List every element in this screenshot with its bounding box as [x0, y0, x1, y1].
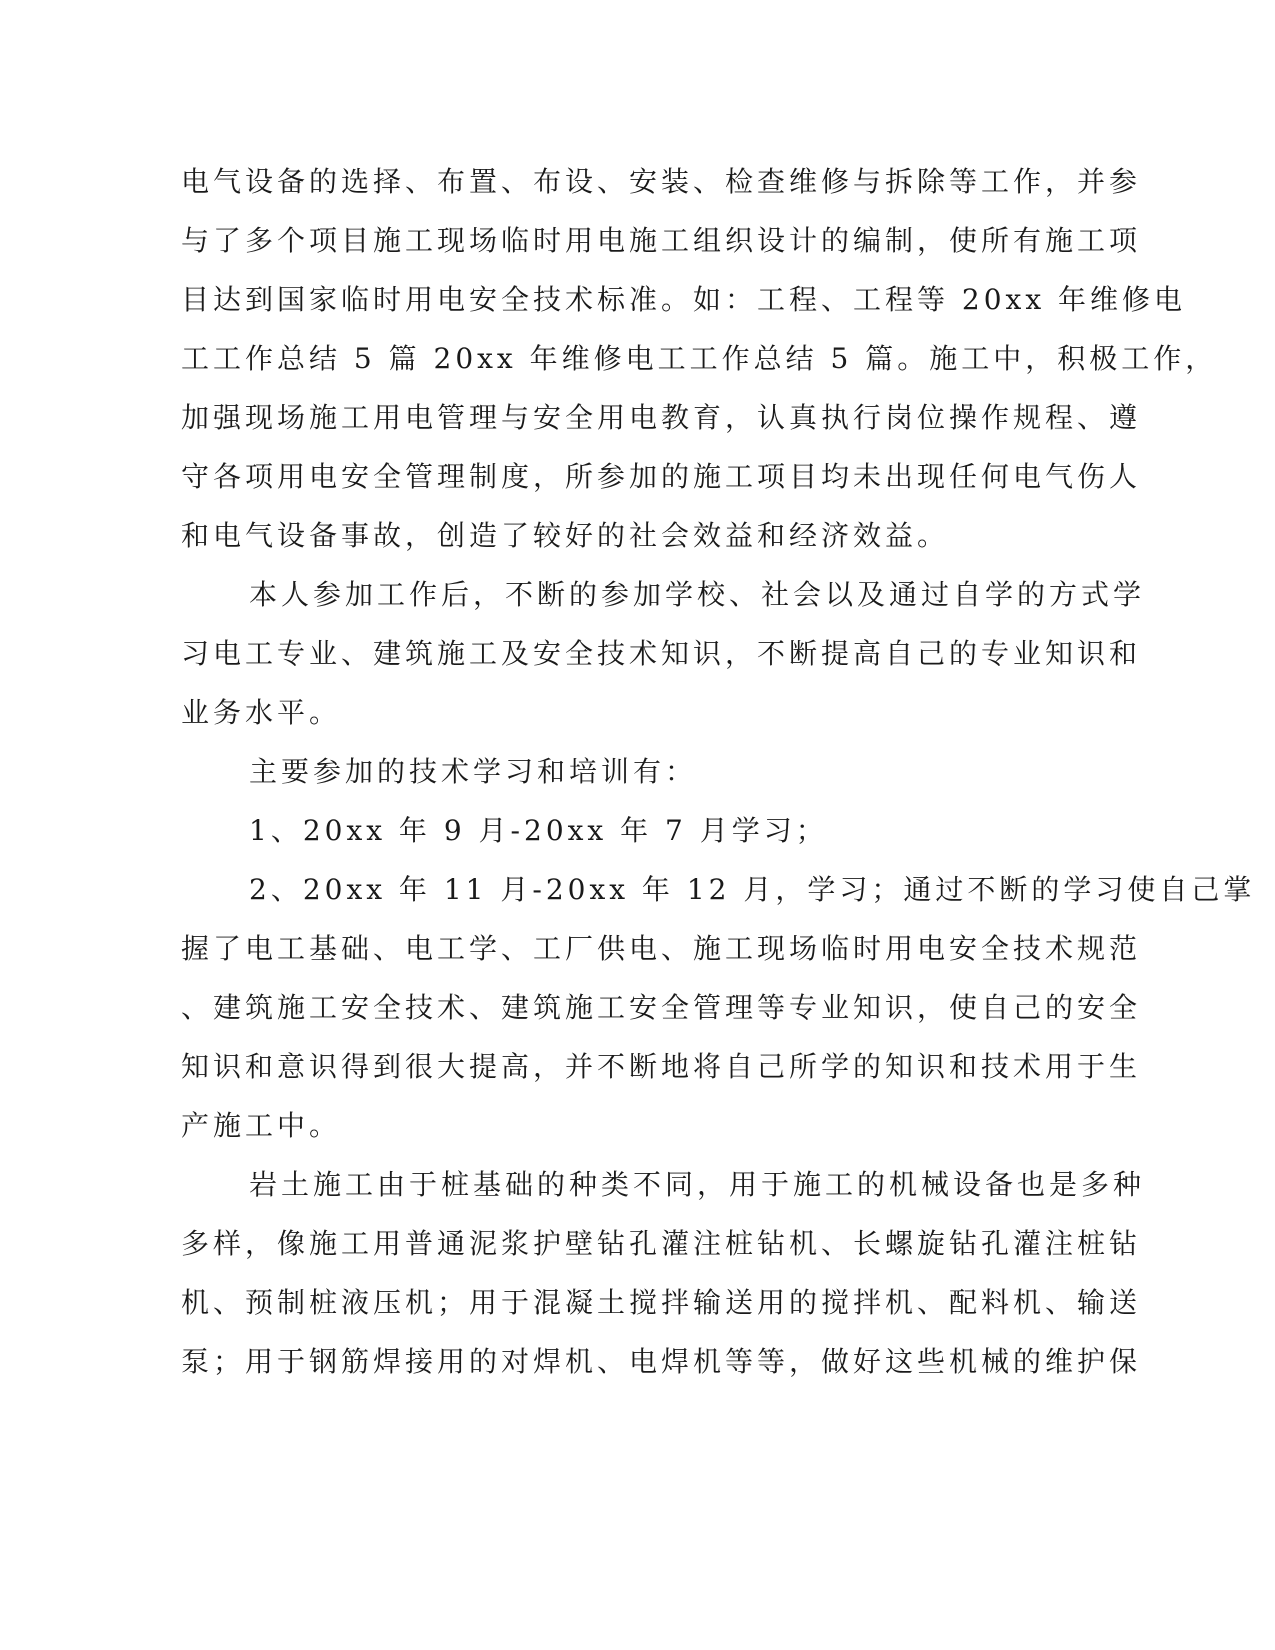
text-line: 握了电工基础、电工学、工厂供电、施工现场临时用电安全技术规范 — [181, 932, 1142, 965]
text-line: 主要参加的技术学习和培训有： — [249, 755, 698, 788]
text-line: 习电工专业、建筑施工及安全技术知识，不断提高自己的专业知识和 — [181, 637, 1142, 670]
text-line: 2、20xx 年 11 月-20xx 年 12 月，学习；通过不断的学习使自己掌 — [249, 873, 1256, 906]
document-body — [181, 152, 1256, 1391]
text-line: 工工作总结 5 篇 20xx 年维修电工工作总结 5 篇。施工中，积极工作， — [181, 342, 1218, 375]
text-line: 泵；用于钢筋焊接用的对焊机、电焊机等等，做好这些机械的维护保 — [181, 1345, 1142, 1378]
text-line: 多样，像施工用普通泥浆护壁钻孔灌注桩钻机、长螺旋钻孔灌注桩钻 — [181, 1227, 1142, 1260]
text-line: 产施工中。 — [181, 1109, 342, 1142]
text-line: 目达到国家临时用电安全技术标准。如：工程、工程等 20xx 年维修电 — [181, 283, 1187, 316]
text-line: 电气设备的选择、布置、布设、安装、检查维修与拆除等工作，并参 — [181, 165, 1142, 198]
text-line: 本人参加工作后，不断的参加学校、社会以及通过自学的方式学 — [249, 578, 1146, 611]
text-line: 与了多个项目施工现场临时用电施工组织设计的编制，使所有施工项 — [181, 224, 1142, 257]
text-line: 和电气设备事故，创造了较好的社会效益和经济效益。 — [181, 519, 950, 552]
text-line: 1、20xx 年 9 月-20xx 年 7 月学习； — [249, 814, 828, 847]
text-line: 守各项用电安全管理制度，所参加的施工项目均未出现任何电气伤人 — [181, 460, 1142, 493]
text-line: 加强现场施工用电管理与安全用电教育，认真执行岗位操作规程、遵 — [181, 401, 1142, 434]
text-line: 岩土施工由于桩基础的种类不同，用于施工的机械设备也是多种 — [249, 1168, 1146, 1201]
text-line: 、建筑施工安全技术、建筑施工安全管理等专业知识，使自己的安全 — [181, 991, 1142, 1024]
text-line: 业务水平。 — [181, 696, 342, 729]
text-line: 机、预制桩液压机；用于混凝土搅拌输送用的搅拌机、配料机、输送 — [181, 1286, 1142, 1319]
text-line: 知识和意识得到很大提高，并不断地将自己所学的知识和技术用于生 — [181, 1050, 1142, 1083]
